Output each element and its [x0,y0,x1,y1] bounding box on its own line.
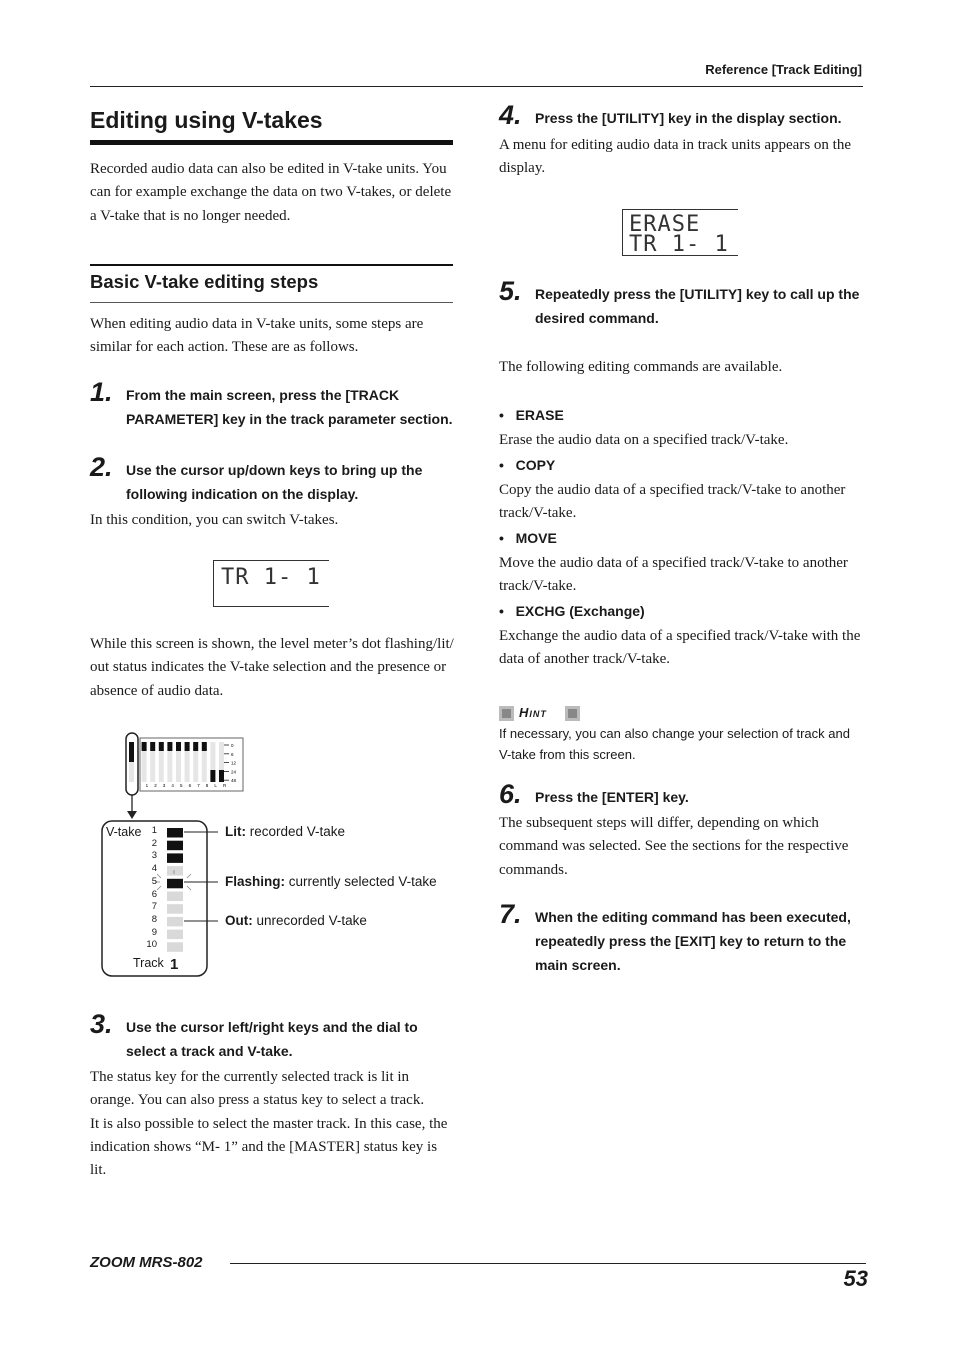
hint-bullet-icon [565,706,580,721]
command-desc: Move the audio data of a specified track/V-take to another track/V-take. [499,555,848,595]
command-name: COPY [515,457,556,473]
meter-track-label: 5 [180,783,183,788]
vtake-number: 3 [151,850,157,862]
lit-legend [225,824,345,839]
command-desc: Erase the audio data on a specified track/V-take. [499,432,789,448]
hint-label: Hint [519,705,547,720]
vtake-block-out [167,892,183,902]
step-number: 3. [90,1009,113,1039]
step-body: In this condition, you can switch V-takes. [90,512,339,528]
vtake-block-out [167,904,183,914]
command-name: ERASE [515,407,564,423]
out-legend [225,913,367,928]
vtake-number: 5 [151,875,157,887]
step-instruction: Use the cursor left/right keys and the dial to select a track and V-take. [126,1019,418,1059]
meter-track-label: L [214,783,217,788]
vtake-label: V-take [106,825,142,839]
vtake-block-lit [167,828,183,838]
vtake-block-out [167,942,183,952]
hint-text: If necessary, you can also change your selection of track and V-take from this screen. [499,726,850,762]
vtake-block-lit [167,841,183,851]
vtake-number: 6 [151,888,157,900]
meter-level [202,742,207,751]
page-number: 53 [843,1266,868,1291]
step-body: The status key for the currently selected track is lit in orange. You can also press a status key to select a track. It is also possible to select the master track. In this case, the indication shows “M- 1” and the [MASTER] status key is lit. [90,1069,448,1179]
step-body: A menu for editing audio data in track units appears on the display. [499,137,851,177]
page-title: Editing using V-takes [90,107,323,133]
step-instruction: Press the [UTILITY] key in the display section. [535,110,842,126]
step-number: 5. [499,276,522,306]
lit-desc: recorded V-take [249,824,346,839]
vtake-block-out [167,930,183,940]
meter-level [142,742,147,751]
step-instruction: From the main screen, press the [TRACK PARAMETER] key in the track parameter section. [126,387,453,427]
vtake-number: 8 [151,913,157,925]
meter-scale-label: 12 [231,760,237,766]
footer-model: ZOOM MRS-802 [90,1254,203,1271]
meter-track-label: 4 [171,783,174,788]
command-desc: Exchange the audio data of a specified track/V-take with the data of another track/V-take. [499,628,861,668]
lcd-line-2: TR 1- 1 [629,232,729,257]
meter-track-label: 7 [197,783,200,788]
vtake-number: 2 [151,837,157,849]
step-number: 4. [499,100,522,130]
out-label: Out: [225,913,253,928]
vtake-number: 7 [151,901,157,913]
meter-level [129,742,134,762]
level-meter-diagram [100,728,250,978]
step-number: 6. [499,779,522,809]
meter-level [176,742,181,751]
vtake-block-lit [167,853,183,863]
vtake-block-out [167,866,183,876]
command-erase: • ERASE [499,407,564,423]
subtitle-bottom-rule [90,302,453,303]
meter-track-label: 8 [205,783,209,788]
vtake-number: 10 [146,939,157,951]
step-instruction: Use the cursor up/down keys to bring up the following indication on the display. [126,462,423,502]
meter-level [219,770,224,782]
step-number: 2. [90,452,113,482]
track-label: Track [133,956,164,970]
meter-scale-label: 48 [231,778,237,784]
header-rule [90,86,863,87]
step-number: 1. [90,377,113,407]
step-number: 7. [499,899,522,929]
title-underline [90,140,453,145]
meter-level [193,742,198,751]
lcd-line-1: ERASE [629,212,701,237]
meter-track-label: 2 [154,783,157,788]
meter-scale-label: 0 [231,743,234,748]
meter-scale-label: 6 [231,751,234,757]
command-desc: Copy the audio data of a specified track/V-take to another track/V-take. [499,482,846,522]
command-exchg: • EXCHG (Exchange) [499,603,645,619]
meter-track-label: 3 [162,783,166,788]
command-move: • MOVE [499,530,557,546]
meter-track-label: 6 [188,783,192,788]
meter-track-label: R [223,783,227,788]
step-instruction: Press the [ENTER] key. [535,789,689,805]
step-instruction: When the editing command has been executed, repeatedly press the [EXIT] key to return to the main screen. [535,909,851,973]
intro-paragraph: Recorded audio data can also be edited in V-take units. You can for example exchange the data on two V-takes, or delete a V-take that is no longer needed. [90,161,452,224]
footer-rule [230,1263,866,1264]
vtake-number: 1 [151,825,157,836]
command-copy: • COPY [499,457,556,473]
meter-level [167,742,172,751]
vtake-number: 9 [151,926,157,938]
meter-track-label: 1 [145,783,149,788]
section-subtitle: Basic V-take editing steps [90,271,319,292]
command-name: EXCHG (Exchange) [515,603,645,619]
step-body: While this screen is shown, the level meter’s dot flashing/lit/ out status indicates the V-take selection and the presence or absence of audio data. [90,636,454,699]
step-body: The subsequent steps will differ, depending on which command was selected. See the sections for the respective commands. [499,815,849,878]
flashing-desc: currently selected V-take [288,874,437,889]
meter-level [159,742,164,751]
lcd-display [622,209,738,256]
lit-label: Lit: [225,824,246,839]
hint-bullet-icon [499,706,514,721]
meter-level [150,742,155,751]
meter-level [210,770,215,782]
lcd-text: TR 1- 1 [221,565,321,590]
running-header: Reference [Track Editing] [705,62,862,77]
command-name: MOVE [515,530,557,546]
lcd-display [213,560,329,607]
flashing-label: Flashing: [225,874,285,889]
meter-scale-label: 24 [231,769,237,775]
vtake-block-flash [167,879,183,889]
track-number: 1 [170,956,179,973]
vtake-block-out [167,917,183,927]
meter-level [185,742,190,751]
step-instruction: Repeatedly press the [UTILITY] key to call up the desired command. [535,286,860,326]
vtake-number: 4 [151,863,157,875]
flashing-legend [225,874,437,889]
step-body: The following editing commands are available. [499,359,783,375]
out-desc: unrecorded V-take [256,913,367,928]
level-meter-illustration [100,728,250,978]
subsection-intro: When editing audio data in V-take units, some steps are similar for each action. These are as follows. [90,316,424,356]
subtitle-top-rule [90,264,453,266]
